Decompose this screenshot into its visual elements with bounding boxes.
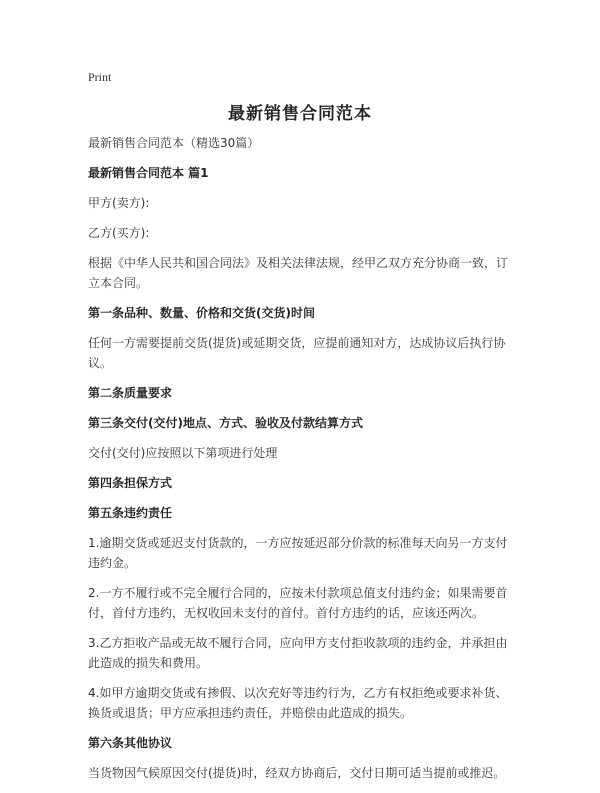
subtitle: 最新销售合同范本（精选30篇） xyxy=(88,136,260,150)
clause-6-paragraph: 当货物因气候原因交付(提货)时，经双方协商后，交付日期可适当提前或推迟。 xyxy=(88,766,506,780)
section-heading-article1: 最新销售合同范本 篇1 xyxy=(88,166,209,180)
clause-5-item-1: 1.逾期交货或延迟支付货款的，一方应按延迟部分价款的标准每天向另一方支付违约金。 xyxy=(88,536,508,570)
document-title: 最新销售合同范本 xyxy=(228,104,372,124)
intro-paragraph: 根据《中华人民共和国合同法》及相关法律法规，经甲乙双方充分协商一致，订立本合同。 xyxy=(88,256,509,290)
clause-3-heading: 第三条交付(交付)地点、方式、验收及付款结算方式 xyxy=(88,416,363,430)
document-body xyxy=(88,133,518,793)
clause-1-paragraph: 任何一方需要提前交货(提货)或延期交货，应提前通知对方，达成协议后执行协议。 xyxy=(88,336,506,370)
clause-4-heading: 第四条担保方式 xyxy=(88,476,173,490)
clause-5-item-4: 4.如甲方逾期交货或有掺假、以次充好等违约行为，乙方有权拒绝或要求补货、换货或退货；甲方应承担违约责任，并赔偿由此造成的损失。 xyxy=(88,686,508,720)
clause-5-item-3: 3.乙方拒收产品或无故不履行合同，应向甲方支付拒收款项的违约金，并承担由此造成的损失和费用。 xyxy=(88,636,508,670)
clause-2-heading: 第二条质量要求 xyxy=(88,386,173,400)
clause-6-heading: 第六条其他协议 xyxy=(88,736,173,750)
clause-5-item-2: 2.一方不履行或不完全履行合同的，应按未付款项总值支付违约金；如果需要首付，首付方违约，无权收回未支付的首付。首付方违约的话，应该还两次。 xyxy=(88,586,508,620)
party-b-line: 乙方(买方): xyxy=(88,226,150,240)
party-a-line: 甲方(卖方): xyxy=(88,196,150,210)
clause-5-heading: 第五条违约责任 xyxy=(88,506,173,520)
clause-3-paragraph: 交付(交付)应按照以下第项进行处理 xyxy=(88,446,278,460)
print-label: Print xyxy=(88,70,112,84)
clause-1-heading: 第一条品种、数量、价格和交货(交货)时间 xyxy=(88,306,315,320)
